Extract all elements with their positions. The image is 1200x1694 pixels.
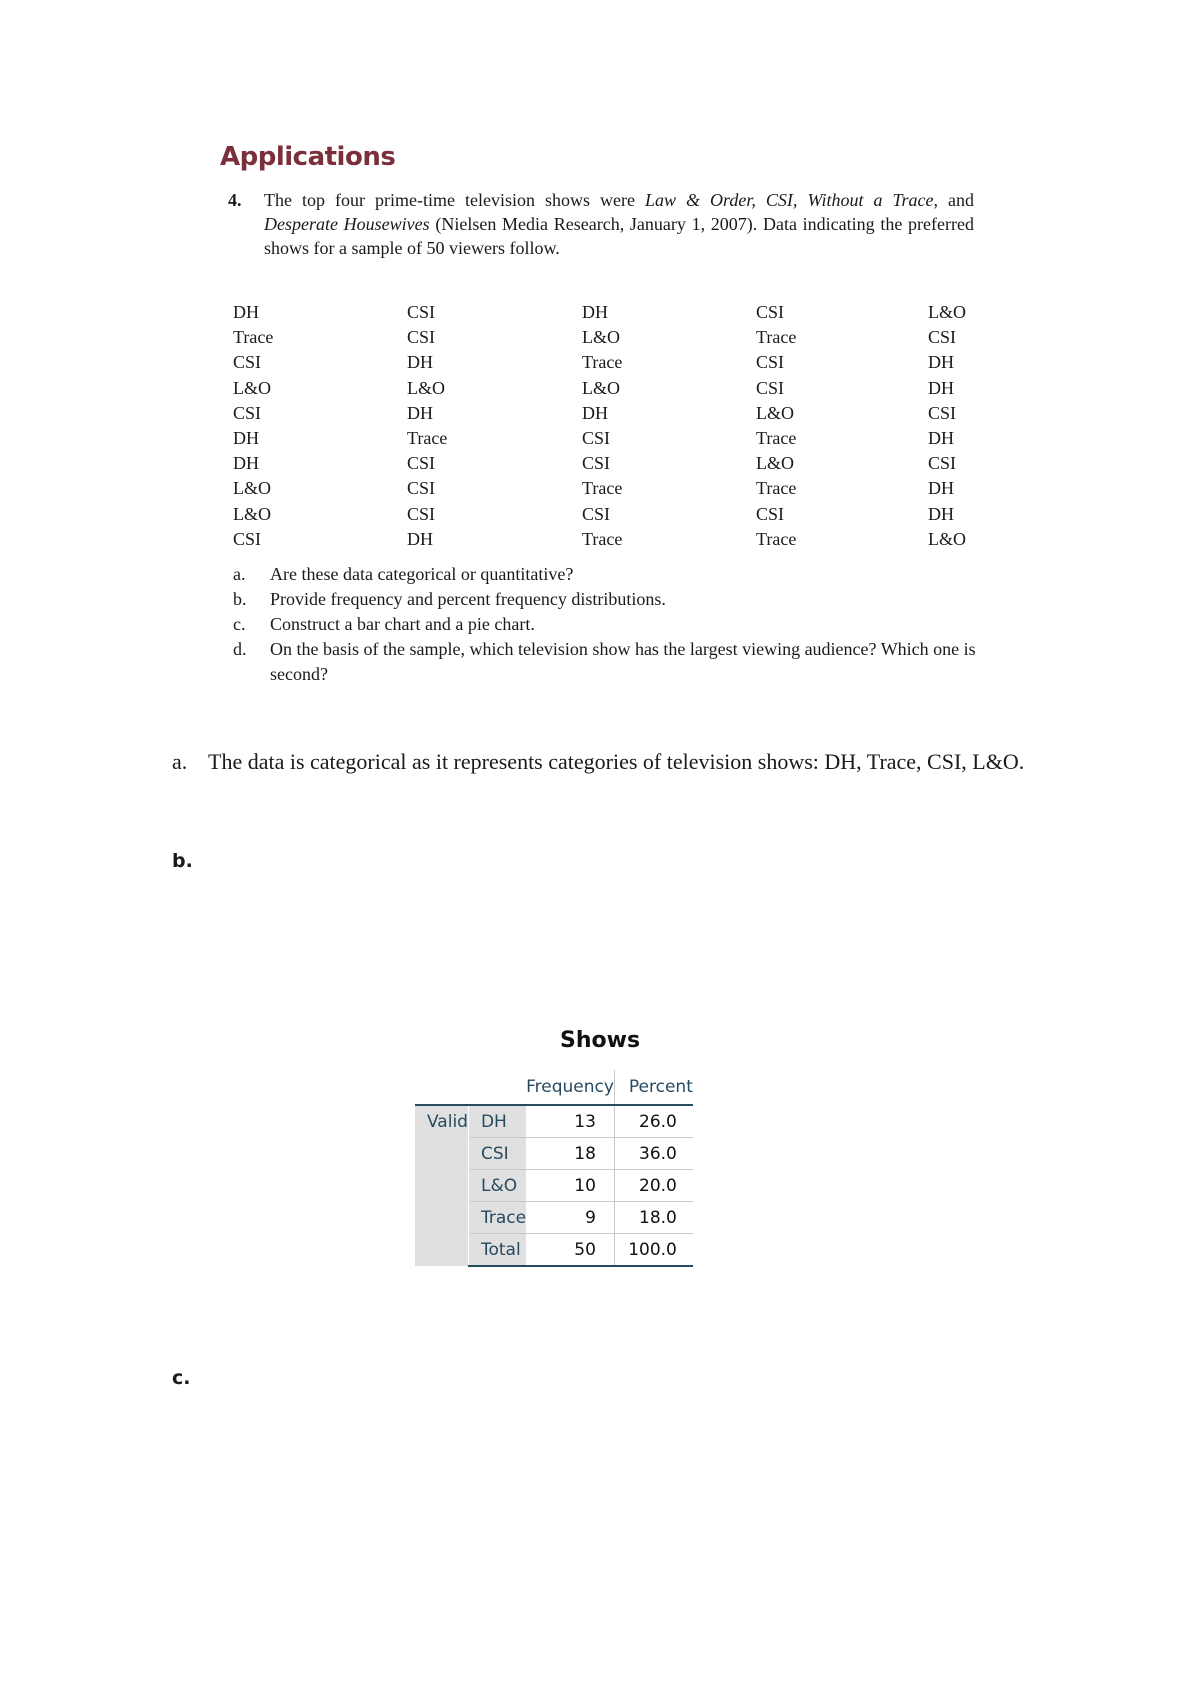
data-cell: CSI [233,528,262,549]
answer-label-b: b. [172,850,193,872]
data-cell: DH [407,528,433,549]
data-cell: L&O [582,377,620,398]
data-cell: L&O [756,402,794,423]
data-cell: CSI [756,302,785,322]
problem-text-start: The top four prime-time television shows were [264,190,646,210]
data-cell: DH [582,302,608,322]
category-cell: Total [468,1234,526,1267]
header-blank [468,1070,526,1105]
data-cell: Trace [756,327,797,348]
question-letter: d. [233,639,247,659]
table-row [415,1105,693,1138]
header-blank [415,1070,468,1105]
data-cell: CSI [407,327,436,348]
data-cell: DH [233,453,259,474]
data-cell: Trace [582,528,623,549]
data-cell: DH [928,352,954,373]
valid-label: Valid [415,1105,468,1266]
section-heading: Applications [220,142,396,172]
data-cell: DH [928,503,954,524]
data-cell: CSI [407,302,436,322]
data-cell: DH [233,427,259,448]
data-cell: CSI [582,427,611,448]
frequency-cell: 50 [526,1234,614,1267]
data-cell: Trace [756,528,797,549]
data-cell: CSI [756,377,785,398]
category-cell: CSI [468,1138,526,1170]
question-text: Are these data categorical or quantitative? [270,564,574,584]
data-cell: DH [928,478,954,499]
percent-cell: 100.0 [614,1234,692,1267]
question-item [233,587,993,612]
category-cell: L&O [468,1170,526,1202]
problem-text-end: (Nielsen Media Research, January 1, 2007). Data indicating the preferred shows for a sample of 50 viewers follow. [264,214,974,258]
question-letter: c. [233,614,246,634]
data-cell: CSI [233,352,262,373]
question-text: On the basis of the sample, which television show has the largest viewing audience? Which one is second? [270,639,976,684]
viewer-data-column [582,300,622,552]
table-header-row [415,1070,693,1105]
frequency-grid [415,1070,693,1267]
data-cell: L&O [233,503,271,524]
data-cell: CSI [582,453,611,474]
show-title-csi: CSI, [765,190,798,210]
data-cell: CSI [928,327,957,348]
data-cell: Trace [582,352,623,373]
data-cell: L&O [233,377,271,398]
percent-cell: 26.0 [614,1105,692,1138]
data-cell: CSI [407,503,436,524]
table-title: Shows [560,1028,641,1053]
question-item [233,612,993,637]
data-cell: L&O [928,302,966,322]
problem-text [264,188,974,260]
problem-number: 4. [228,190,242,210]
data-cell: DH [582,402,608,423]
data-cell: Trace [756,478,797,499]
answer-text: The data is categorical as it represents categories of television shows: DH, Trace, CSI, L&O. [208,749,1025,774]
category-cell: DH [468,1105,526,1138]
data-cell: L&O [407,377,445,398]
question-letter: b. [233,589,247,609]
data-cell: L&O [928,528,966,549]
data-cell: DH [928,427,954,448]
data-cell: Trace [582,478,623,499]
data-cell: L&O [756,453,794,474]
question-text: Provide frequency and percent frequency distributions. [270,589,666,609]
percent-cell: 18.0 [614,1202,692,1234]
data-cell: CSI [928,402,957,423]
data-cell: L&O [582,327,620,348]
data-cell: CSI [582,503,611,524]
data-cell: Trace [233,327,274,348]
header-percent: Percent [628,1077,693,1097]
question-letter: a. [233,564,246,584]
answer-a [172,734,1072,790]
data-cell: DH [407,402,433,423]
header-frequency: Frequency [526,1070,614,1105]
data-cell: CSI [756,352,785,373]
viewer-data-column [756,300,796,552]
data-cell: CSI [233,402,262,423]
answer-letter: a. [172,749,188,774]
question-list [233,562,993,687]
data-cell: DH [407,352,433,373]
frequency-cell: 10 [526,1170,614,1202]
frequency-cell: 18 [526,1138,614,1170]
data-cell: Trace [756,427,797,448]
problem-text-and: and [937,190,974,210]
data-cell: L&O [233,478,271,499]
question-text: Construct a bar chart and a pie chart. [270,614,535,634]
show-title-law-order: Law & Order, [645,190,756,210]
question-item [233,637,993,687]
percent-cell: 36.0 [614,1138,692,1170]
problem-statement [228,188,974,260]
data-cell: CSI [928,453,957,474]
data-cell: CSI [407,453,436,474]
viewer-data-column [928,300,966,552]
frequency-cell: 9 [526,1202,614,1234]
data-cell: DH [928,377,954,398]
question-item [233,562,993,587]
data-cell: CSI [756,503,785,524]
show-title-desperate-housewives: Desperate Housewives [264,214,430,234]
show-title-without-a-trace: Without a Trace, [807,190,938,210]
data-cell: Trace [407,427,448,448]
percent-cell: 20.0 [614,1170,692,1202]
viewer-data-column [233,300,273,552]
data-cell: CSI [407,478,436,499]
data-cell: DH [233,302,259,322]
answer-label-c: c. [172,1367,191,1389]
category-cell: Trace [468,1202,526,1234]
viewer-data-column [407,300,447,552]
frequency-cell: 13 [526,1105,614,1138]
